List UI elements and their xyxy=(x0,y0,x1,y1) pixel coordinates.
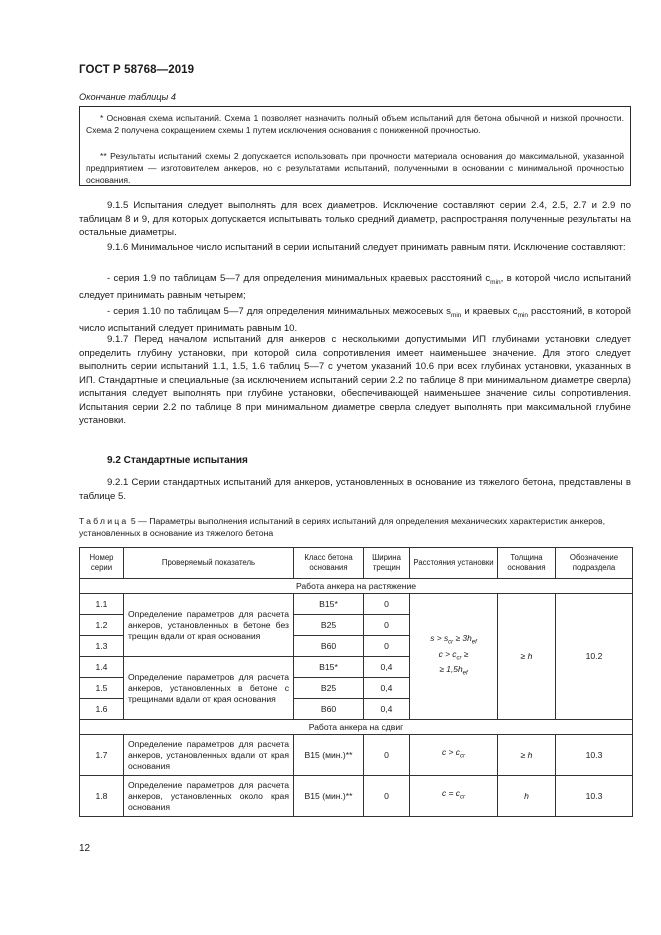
crack-width: 0 xyxy=(364,615,410,636)
subsection-ref: 10.2 xyxy=(556,594,633,720)
concrete-class: B15 (мин.)** xyxy=(294,776,364,817)
concrete-class: B60 xyxy=(294,699,364,720)
table-row xyxy=(80,594,633,615)
list-item-series-1-10 xyxy=(79,305,631,336)
paragraph-9-2-1: 9.2.1 Серии стандартных испытаний для анкеров, установленных в основание из тяжелого бетона, представлены в таблице 5. xyxy=(79,477,631,502)
purpose-cell: Определение параметров для расчета анкеров, установленных около края основания xyxy=(124,776,294,817)
series-number: 1.1 xyxy=(80,594,124,615)
table-caption-text: 5 — Параметры выполнения испытаний в сериях испытаний для определения механических характеристик анкеров, установленных в основание из тяжелого бетона xyxy=(79,516,605,538)
footnote-1: * Основная схема испытаний. Схема 1 позволяет назначить полный объем испытаний для бетона обычной и низкой прочности. Схема 2 получена сокращением схемы 1 путем исключения основания с пониженной прочностью. xyxy=(86,113,624,135)
section-label-shear: Работа анкера на сдвиг xyxy=(80,720,633,735)
crack-width: 0,4 xyxy=(364,699,410,720)
list-item-text: - серия 1.10 по таблицам 5—7 для определения минимальных межосевых s xyxy=(107,306,451,317)
paragraph-9-1-5: 9.1.5 Испытания следует выполнять для всех диаметров. Исключение составляют серии 2.4, 2.5, 2.7 и 2.9 по таблицам 8 и 9, для которых допускается испытывать только средний диаметр, распространяя полученные результаты на остальные диаметры. xyxy=(79,200,631,238)
concrete-class: B60 xyxy=(294,636,364,657)
purpose-cell: Определение параметров для расчета анкеров, установленных в бетоне без трещин вдали от края основания xyxy=(124,594,294,657)
subscript: min xyxy=(450,311,462,319)
crack-width: 0,4 xyxy=(364,678,410,699)
crack-width: 0 xyxy=(364,776,410,817)
page-number: 12 xyxy=(79,843,91,854)
column-header: Ширина трещин xyxy=(364,548,410,579)
standard-designation: ГОСТ Р 58768—2019 xyxy=(79,64,195,76)
list-item-text: расстояний, в которой число испытаний следует принимать равным 10. xyxy=(79,306,631,335)
section-label-tension: Работа анкера на растяжение xyxy=(80,579,633,594)
crack-width: 0 xyxy=(364,735,410,776)
concrete-class: B15 (мин.)** xyxy=(294,735,364,776)
subsection-ref: 10.3 xyxy=(556,735,633,776)
table-continuation-label: Окончание таблицы 4 xyxy=(79,92,176,102)
section-heading: 9.2 Стандартные испытания xyxy=(107,455,248,466)
list-item-text: , в которой число испытаний следует принимать равным четырем; xyxy=(79,273,631,302)
table-row xyxy=(80,776,633,817)
table-section-row xyxy=(80,579,633,594)
table-caption-word: Таблица xyxy=(79,516,129,526)
subsection-ref: 10.3 xyxy=(556,776,633,817)
paragraph-9-1-7: 9.1.7 Перед началом испытаний для анкеров с несколькими допустимыми ИП глубинами установки следует определить глубину установки, при которой сила сопротивления имеет наименьшее значение. Для этого следует выполнить серии испытаний 1.1, 1.5, 1.6 таблиц 5—7 с учетом указаний 10.6 при всех глубинах установки, указанных в ИП. Стандартные и специальные (за исключением испытаний серии 2.2 по таблице 8 при минимальном диаметре сверла) испытания следует выполнять при глубине установки, обеспечивающей наименьшее значение силы сопротивления. Испытания серии 2.2 по таблице 8 при минимальном диаметре сверла следует выполнять при максимальной глубине установки. xyxy=(79,334,631,426)
concrete-class: B25 xyxy=(294,678,364,699)
series-number: 1.5 xyxy=(80,678,124,699)
table-row xyxy=(80,735,633,776)
series-number: 1.8 xyxy=(80,776,124,817)
crack-width: 0,4 xyxy=(364,657,410,678)
crack-width: 0 xyxy=(364,594,410,615)
column-header: Номер серии xyxy=(80,548,124,579)
column-header: Обозначение подраздела xyxy=(556,548,633,579)
table-caption xyxy=(79,515,631,539)
condition-line: ≥ $1,5h_{ef}$ xyxy=(439,664,468,677)
base-thickness: ≥ h xyxy=(498,735,556,776)
parameters-table xyxy=(79,547,633,817)
installation-distance-cell: $c > c_{cr}$ xyxy=(410,735,498,776)
installation-distance-cell xyxy=(410,594,498,720)
condition-line: $c > c_{cr}$ ≥ xyxy=(438,648,469,662)
installation-distance-cell: $c = c_{cr}$ xyxy=(410,776,498,817)
column-header: Толщина основания xyxy=(498,548,556,579)
series-number: 1.4 xyxy=(80,657,124,678)
column-header: Расстояния установки xyxy=(410,548,498,579)
table-footnotes xyxy=(79,106,631,186)
series-number: 1.6 xyxy=(80,699,124,720)
column-header: Проверяемый показатель xyxy=(124,548,294,579)
column-header: Класс бетона основания xyxy=(294,548,364,579)
series-number: 1.2 xyxy=(80,615,124,636)
table-header-row xyxy=(80,548,633,579)
purpose-cell: Определение параметров для расчета анкеров, установленных в бетоне с трещинами вдали от края основания xyxy=(124,657,294,720)
base-thickness: ≥ h xyxy=(498,594,556,720)
paragraph-9-1-6: 9.1.6 Минимальное число испытаний в серии испытаний следует принимать равным пяти. Исключение составляют: xyxy=(107,242,626,253)
concrete-class: B25 xyxy=(294,615,364,636)
series-number: 1.7 xyxy=(80,735,124,776)
list-item-series-1-9 xyxy=(79,272,631,303)
condition-line: $s > s_{cr} \ge 3h_{ef}$ xyxy=(430,632,477,646)
concrete-class: B15* xyxy=(294,657,364,678)
purpose-cell: Определение параметров для расчета анкеров, установленных вдали от края основания xyxy=(124,735,294,776)
table-section-row xyxy=(80,720,633,735)
concrete-class: B15* xyxy=(294,594,364,615)
footnote-2: ** Результаты испытаний схемы 2 допускается использовать при прочности материала основания до максимальной, указанной предприятием — изготовителем анкеров, но с результатами испытаний, полученными в основании с минимальной прочностью основания. xyxy=(86,151,624,185)
crack-width: 0 xyxy=(364,636,410,657)
series-number: 1.3 xyxy=(80,636,124,657)
list-item-text: - серия 1.9 по таблицам 5—7 для определения минимальных краевых расстояний c xyxy=(107,273,491,284)
subscript: min xyxy=(517,311,529,319)
base-thickness: h xyxy=(498,776,556,817)
subscript: min xyxy=(490,278,501,286)
list-item-text: и краевых c xyxy=(461,306,518,317)
